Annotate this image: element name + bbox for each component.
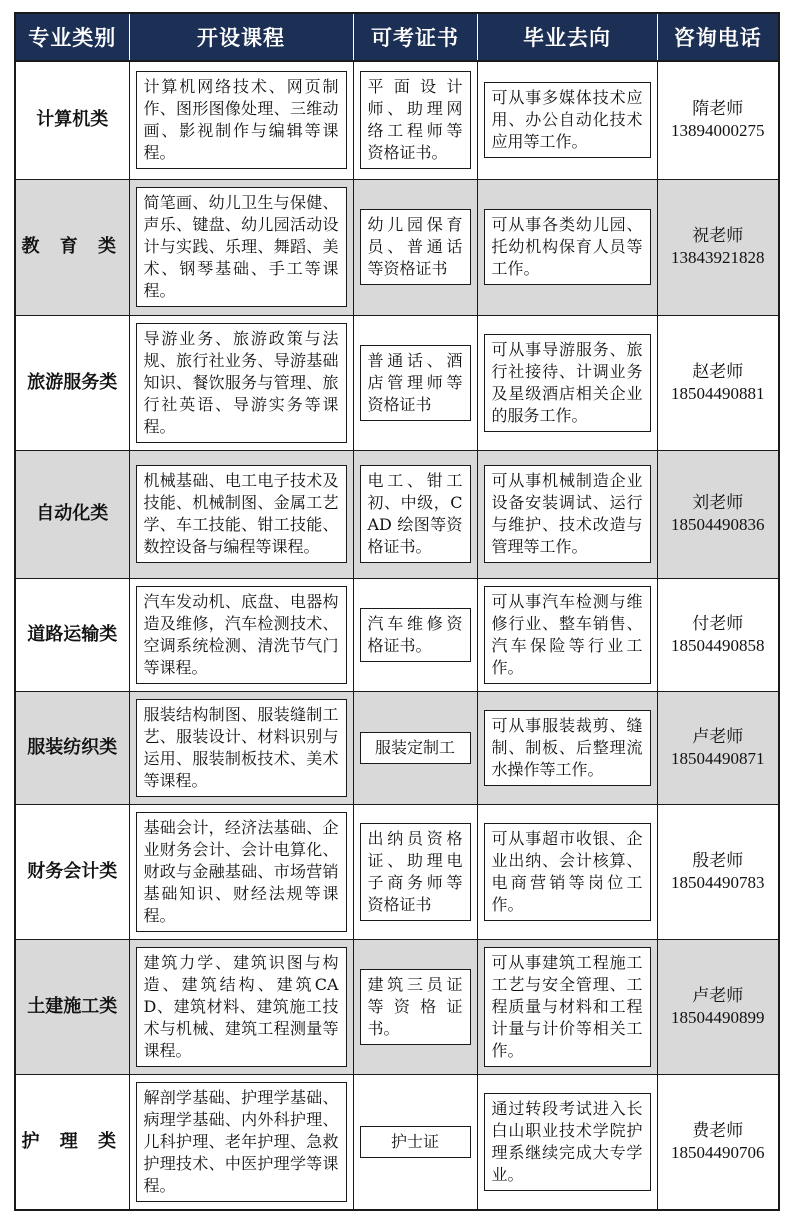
table-row (15, 578, 779, 691)
contact-cell (657, 578, 779, 691)
contact-cell (657, 939, 779, 1074)
courses-cell (129, 578, 353, 691)
contact-cell (657, 804, 779, 939)
courses-cell (129, 1074, 353, 1210)
contact-cell (657, 61, 779, 179)
header-contact: 咨询电话 (657, 13, 779, 61)
contact-cell (657, 1074, 779, 1210)
category-cell: 计算机类 (15, 61, 129, 179)
phone-number: 18504490858 (671, 635, 765, 655)
courses-text: 导游业务、旅游政策与法规、旅行社业务、导游基础知识、餐饮服务与管理、旅行社英语、导游实务等课程。 (136, 323, 347, 443)
certificates-cell (353, 804, 477, 939)
certificates-cell (353, 691, 477, 804)
destination-cell (477, 804, 657, 939)
courses-cell (129, 315, 353, 450)
category-label: 教 育 类 (21, 236, 124, 257)
teacher-name: 卢老师 (692, 985, 744, 1006)
category-cell: 自动化类 (15, 450, 129, 578)
phone-number: 18504490871 (671, 748, 765, 768)
table-row (15, 691, 779, 804)
header-row (15, 13, 779, 61)
certificates-cell (353, 61, 477, 179)
contact-cell (657, 691, 779, 804)
phone-number: 18504490899 (671, 1007, 765, 1027)
certificates-text: 服装定制工 (360, 732, 471, 764)
courses-text: 计算机网络技术、网页制作、图形图像处理、三维动画、影视制作与编辑等课程。 (136, 71, 347, 169)
category-cell (15, 179, 129, 315)
teacher-name: 祝老师 (692, 226, 744, 246)
courses-text: 解剖学基础、护理学基础、病理学基础、内外科护理、儿科护理、老年护理、急救护理技术、中医护理学等课程。 (136, 1082, 347, 1202)
certificates-text: 汽车维修资格证书。 (360, 608, 471, 662)
certificates-cell (353, 578, 477, 691)
destination-cell (477, 450, 657, 578)
teacher-name: 隋老师 (692, 99, 744, 120)
header-category: 专业类别 (15, 13, 129, 61)
courses-text: 基础会计，经济法基础、企业财务会计、会计电算化、财政与金融基础、市场营销基础知识、财经法规等课程。 (136, 812, 347, 932)
contact-cell (657, 450, 779, 578)
courses-text: 机械基础、电工电子技术及技能、机械制图、金属工艺学、车工技能、钳工技能、数控设备与编程等课程。 (136, 465, 347, 563)
table-row (15, 1074, 779, 1210)
category-label: 护 理 类 (21, 1130, 124, 1152)
table-row (15, 179, 779, 315)
courses-text: 汽车发动机、底盘、电器构造及维修，汽车检测技术、空调系统检测、清洗节气门等课程。 (136, 586, 347, 684)
courses-text: 服装结构制图、服装缝制工艺、服装设计、材料识别与运用、服装制板技术、美术等课程。 (136, 699, 347, 797)
destination-text: 可从事建筑工程施工工艺与安全管理、工程质量与材料和工程计量与计价等相关工作。 (484, 947, 651, 1067)
table-row (15, 61, 779, 179)
teacher-name: 卢老师 (692, 726, 744, 747)
certificates-cell (353, 1074, 477, 1210)
category-cell: 财务会计类 (15, 804, 129, 939)
destination-cell (477, 179, 657, 315)
contact-cell (657, 315, 779, 450)
table-row (15, 804, 779, 939)
courses-cell (129, 691, 353, 804)
table-row (15, 450, 779, 578)
courses-cell (129, 939, 353, 1074)
certificates-text: 护士证 (360, 1126, 471, 1158)
destination-cell (477, 315, 657, 450)
category-cell: 土建施工类 (15, 939, 129, 1074)
certificates-text: 电工、钳工初、中级，CAD 绘图等资格证书。 (360, 465, 471, 563)
certificates-cell (353, 315, 477, 450)
phone-number: 13843921828 (671, 248, 765, 267)
certificates-cell (353, 450, 477, 578)
destination-cell (477, 939, 657, 1074)
destination-cell (477, 691, 657, 804)
teacher-name: 费老师 (692, 1120, 744, 1141)
destination-text: 可从事导游服务、旅行社接待、计调业务及星级酒店相关企业的服务工作。 (484, 334, 651, 432)
phone-number: 18504490881 (671, 383, 765, 403)
destination-text: 可从事机械制造企业设备安装调试、运行与维护、技术改造与管理等工作。 (484, 465, 651, 563)
destination-text: 可从事超市收银、企业出纳、会计核算、电商营销等岗位工作。 (484, 823, 651, 921)
destination-cell (477, 578, 657, 691)
courses-cell (129, 61, 353, 179)
header-destination: 毕业去向 (477, 13, 657, 61)
courses-cell (129, 179, 353, 315)
phone-number: 13894000275 (671, 121, 765, 141)
teacher-name: 殷老师 (692, 850, 744, 871)
teacher-name: 付老师 (692, 613, 744, 634)
courses-cell (129, 804, 353, 939)
destination-cell (477, 1074, 657, 1210)
phone-number: 18504490836 (671, 515, 765, 534)
phone-number: 18504490706 (671, 1142, 765, 1162)
header-certificates: 可考证书 (353, 13, 477, 61)
destination-text: 可从事服装裁剪、缝制、制板、后整理流水操作等工作。 (484, 710, 651, 786)
category-cell: 旅游服务类 (15, 315, 129, 450)
category-cell: 服装纺织类 (15, 691, 129, 804)
category-cell: 道路运输类 (15, 578, 129, 691)
majors-table-wrapper (14, 12, 778, 1211)
certificates-text: 建筑三员证等资格证书。 (360, 969, 471, 1045)
courses-cell (129, 450, 353, 578)
courses-text: 简笔画、幼儿卫生与保健、声乐、键盘、幼儿园活动设计与实践、乐理、舞蹈、美术、钢琴基础、手工等课程。 (136, 187, 347, 307)
teacher-name: 赵老师 (692, 361, 744, 382)
courses-text: 建筑力学、建筑识图与构造、建筑结构、建筑CAD、建筑材料、建筑施工技术与机械、建筑工程测量等课程。 (136, 947, 347, 1067)
destination-cell (477, 61, 657, 179)
certificates-cell (353, 939, 477, 1074)
certificates-cell (353, 179, 477, 315)
teacher-name: 刘老师 (692, 493, 744, 513)
certificates-text: 幼儿园保育员、普通话等资格证书 (360, 209, 471, 285)
majors-table (14, 12, 780, 1211)
contact-cell (657, 179, 779, 315)
destination-text: 可从事汽车检测与维修行业、整车销售、汽车保险等行业工作。 (484, 586, 651, 684)
table-row (15, 939, 779, 1074)
destination-text: 可从事各类幼儿园、托幼机构保育人员等工作。 (484, 209, 651, 285)
category-cell (15, 1074, 129, 1210)
certificates-text: 平面设计师、助理网络工程师等资格证书。 (360, 71, 471, 169)
certificates-text: 出纳员资格证、助理电子商务师等资格证书 (360, 823, 471, 921)
header-courses: 开设课程 (129, 13, 353, 61)
table-row (15, 315, 779, 450)
certificates-text: 普通话、酒店管理师等资格证书 (360, 345, 471, 421)
destination-text: 可从事多媒体技术应用、办公自动化技术应用等工作。 (484, 82, 651, 158)
phone-number: 18504490783 (671, 872, 765, 892)
destination-text: 通过转段考试进入长白山职业技术学院护理系继续完成大专学业。 (484, 1093, 651, 1191)
